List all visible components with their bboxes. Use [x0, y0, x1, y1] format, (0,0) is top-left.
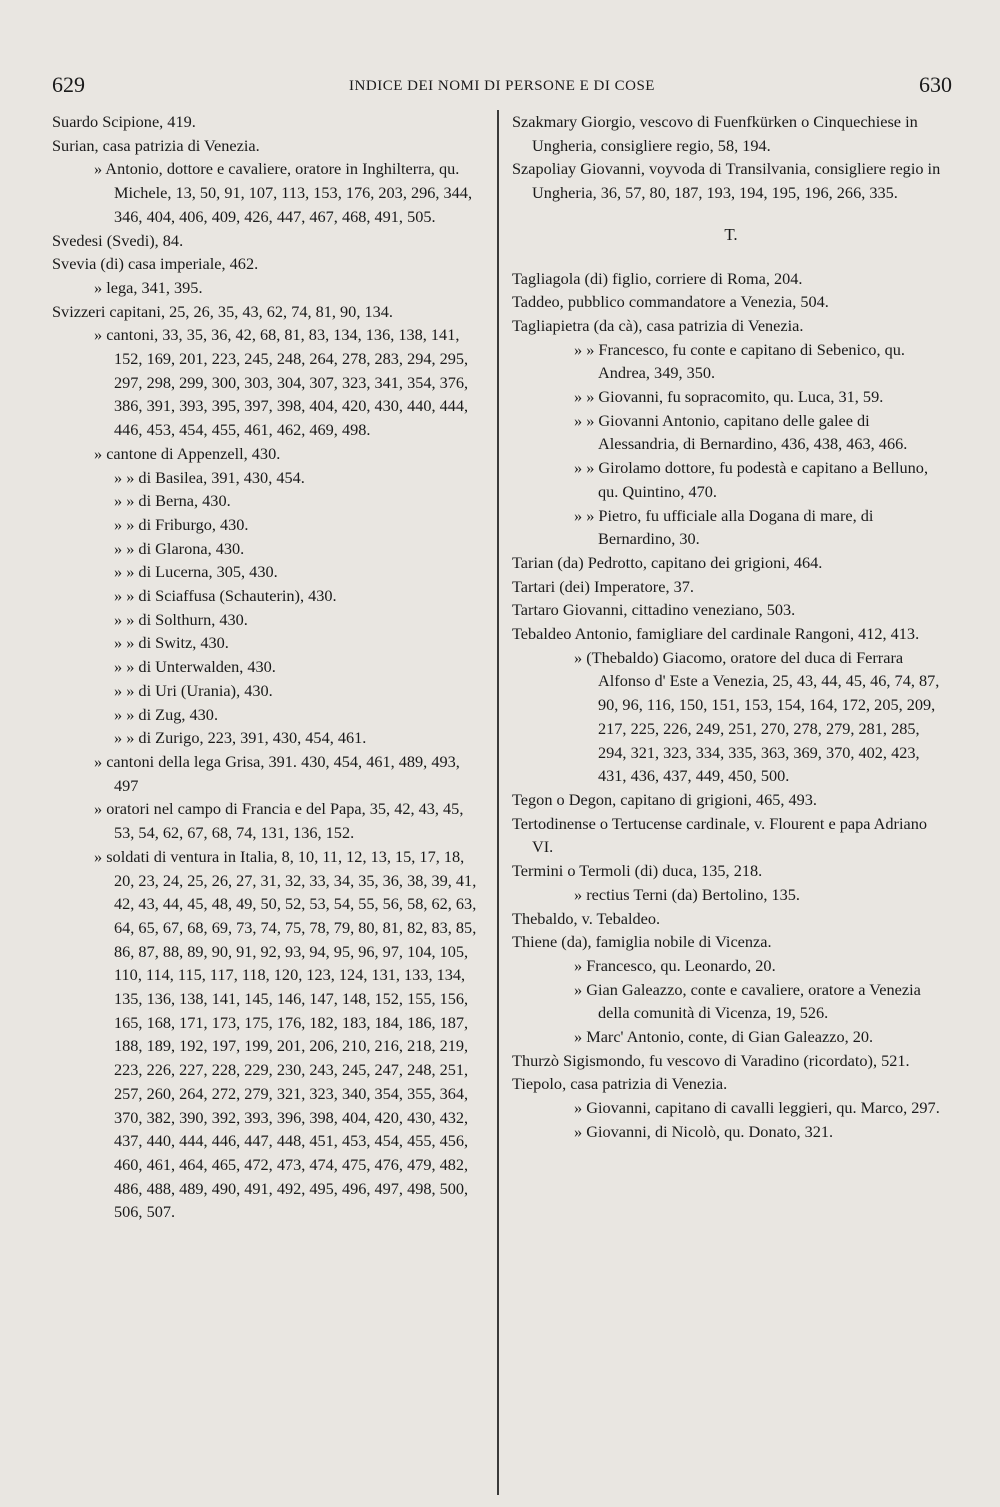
index-entry: » cantoni, 33, 35, 36, 42, 68, 81, 83, 134, 136, 138, 141, 152, 169, 201, 223, 245, 248, 264, 278, 283, 294, 295, 297, 298, 299, 300, 303, 304, 307, 323, 341, 354, 376, 386, 391, 393, 395, 397, 398, 404, 420, 430, 440, 444, 446, 453, 454, 455, 461, 462, 469, 498.	[94, 325, 469, 440]
index-entry: Thiene (da), famiglia nobile di Vicenza.	[512, 932, 772, 952]
index-entry: Taddeo, pubblico commandatore a Venezia, 504.	[512, 292, 829, 312]
index-entry: Thebaldo, v. Tebaldeo.	[512, 908, 661, 928]
index-entry: » » di Switz, 430.	[114, 633, 229, 653]
index-entry: » cantoni della lega Grisa, 391. 430, 454, 461, 489, 493, 497	[94, 751, 460, 795]
index-entry: » » Francesco, fu conte e capitano di Sebenico, qu. Andrea, 349, 350.	[574, 339, 905, 383]
index-entry: » » di Solthurn, 430.	[114, 609, 248, 629]
running-title: INDICE DEI NOMI DI PERSONE E DI COSE	[349, 78, 655, 94]
index-entry: » rectius Terni (da) Bertolino, 135.	[574, 884, 800, 904]
index-entry: » Francesco, qu. Leonardo, 20.	[574, 955, 776, 975]
index-entry: Termini o Termoli (di) duca, 135, 218.	[512, 861, 763, 881]
index-entry: Tartari (dei) Imperatore, 37.	[512, 576, 694, 596]
index-entry: Tertodinense o Tertucense cardinale, v. Flourent e papa Adriano VI.	[512, 813, 928, 857]
index-entry: Suardo Scipione, 419.	[52, 112, 196, 131]
index-entry: Tagliagola (di) figlio, corriere di Roma, 204.	[512, 268, 803, 288]
index-entry: » Giovanni, di Nicolò, qu. Donato, 321.	[574, 1121, 834, 1141]
index-entry: » » di Glarona, 430.	[114, 538, 245, 558]
index-entry: Tiepolo, casa patrizia di Venezia.	[512, 1074, 728, 1094]
index-entry: » » Giovanni, fu sopracomito, qu. Luca, 31, 59.	[574, 387, 884, 407]
index-entry: » » di Unterwalden, 430.	[114, 657, 276, 677]
index-entry: Tegon o Degon, capitano di grigioni, 465, 493.	[512, 789, 817, 809]
index-entry: » » di Basilea, 391, 430, 454.	[114, 467, 305, 487]
index-entry: Thurzò Sigismondo, fu vescovo di Varadino (ricordato), 521.	[512, 1050, 910, 1070]
index-entry: » » di Berna, 430.	[114, 491, 231, 511]
index-entry: Szapoliay Giovanni, voyvoda di Transilvania, consigliere regio in Ungheria, 36, 57, 80, 187, 193, 194, 195, 196, 266, 335.	[512, 159, 941, 203]
left-index-column	[52, 110, 482, 1224]
page-header	[52, 72, 952, 102]
section-letter: T.	[724, 224, 738, 244]
index-entry: » Antonio, dottore e cavaliere, oratore in Inghilterra, qu. Michele, 13, 50, 91, 107, 113, 153, 176, 203, 296, 344, 346, 404, 406, 409, 426, 447, 467, 468, 491, 505.	[94, 159, 473, 226]
index-entry: Tebaldeo Antonio, famigliare del cardinale Rangoni, 412, 413.	[512, 624, 920, 644]
index-entry: Tartaro Giovanni, cittadino veneziano, 503.	[512, 600, 796, 620]
index-entry: » » di Zurigo, 223, 391, 430, 454, 461.	[114, 728, 367, 748]
index-entry: » » di Friburgo, 430.	[114, 514, 249, 534]
index-entry: » » Pietro, fu ufficiale alla Dogana di mare, di Bernardino, 30.	[574, 505, 874, 549]
index-entry: » lega, 341, 395.	[94, 277, 203, 297]
index-entry: Svedesi (Svedi), 84.	[52, 230, 184, 250]
left-page-number: 629	[52, 72, 85, 97]
index-entry: » » di Sciaffusa (Schauterin), 430.	[114, 586, 337, 606]
index-entry: » Gian Galeazzo, conte e cavaliere, oratore a Venezia della comunità di Vicenza, 19, 526.	[574, 979, 921, 1023]
index-entry: » cantone di Appenzell, 430.	[94, 443, 281, 463]
index-entry: Szakmary Giorgio, vescovo di Fuenfkürken o Cinquechiese in Ungheria, consigliere regio, 58, 194.	[512, 112, 918, 155]
index-entry: » soldati di ventura in Italia, 8, 10, 11, 12, 13, 15, 17, 18, 20, 23, 24, 25, 26, 27, 31, 32, 33, 34, 35, 36, 38, 39, 41, 42, 43, 44, 45, 48, 49, 50, 52, 53, 54, 55, 56, 58, 62, 63, 64, 65, 67, 68, 69, 73, 74, 75, 78, 79, 80, 81, 82, 83, 85, 86, 87, 88, 89, 90, 91, 92, 93, 94, 95, 96, 97, 104, 105, 110, 114, 115, 117, 118, 120, 123, 124, 131, 133, 134, 135, 136, 138, 141, 145, 146, 147, 148, 152, 155, 156, 165, 168, 171, 173, 175, 176, 182, 183, 184, 186, 187, 188, 189, 192, 197, 199, 201, 206, 210, 216, 218, 219, 223, 226, 227, 228, 229, 230, 243, 245, 247, 248, 251, 257, 260, 264, 272, 279, 321, 323, 340, 354, 355, 364, 370, 382, 390, 392, 393, 396, 398, 404, 420, 430, 432, 437, 440, 444, 446, 447, 448, 451, 453, 454, 455, 456, 460, 461, 464, 465, 472, 473, 474, 475, 476, 479, 482, 486, 488, 489, 490, 491, 492, 495, 496, 497, 498, 500, 506, 507.	[94, 846, 477, 1222]
column-divider	[497, 110, 499, 1495]
index-entry: Tarian (da) Pedrotto, capitano dei grigioni, 464.	[512, 552, 823, 572]
index-entry: » » di Lucerna, 305, 430.	[114, 562, 278, 582]
index-entry: » » di Uri (Urania), 430.	[114, 680, 273, 700]
right-page-number: 630	[919, 72, 952, 97]
index-entry: Tagliapietra (da cà), casa patrizia di Venezia.	[512, 315, 804, 335]
index-entry: Svevia (di) casa imperiale, 462.	[52, 254, 259, 274]
index-entry: Svizzeri capitani, 25, 26, 35, 43, 62, 74, 81, 90, 134.	[52, 301, 393, 321]
index-entry: » » Giovanni Antonio, capitano delle galee di Alessandria, di Bernardino, 436, 438, 463, 466.	[574, 410, 908, 454]
right-index-column	[512, 110, 950, 1144]
index-entry: » » di Zug, 430.	[114, 704, 219, 724]
index-entry: » oratori nel campo di Francia e del Papa, 35, 42, 43, 45, 53, 54, 62, 67, 68, 74, 131, 136, 152.	[94, 799, 464, 843]
index-entry: » Giovanni, capitano di cavalli leggieri, qu. Marco, 297.	[574, 1098, 940, 1118]
index-entry: » » Girolamo dottore, fu podestà e capitano a Belluno, qu. Quintino, 470.	[574, 458, 929, 501]
index-entry: » (Thebaldo) Giacomo, oratore del duca di Ferrara Alfonso d' Este a Venezia, 25, 43, 44, 45, 46, 74, 87, 90, 96, 116, 150, 151, 153, 154, 164, 172, 205, 209, 217, 225, 226, 249, 251, 270, 278, 279, 281, 285, 294, 321, 323, 334, 335, 363, 369, 370, 402, 423, 431, 436, 437, 449, 450, 500.	[574, 647, 940, 786]
index-entry: Surian, casa patrizia di Venezia.	[52, 135, 260, 155]
index-entry: » Marc' Antonio, conte, di Gian Galeazzo, 20.	[574, 1027, 874, 1047]
